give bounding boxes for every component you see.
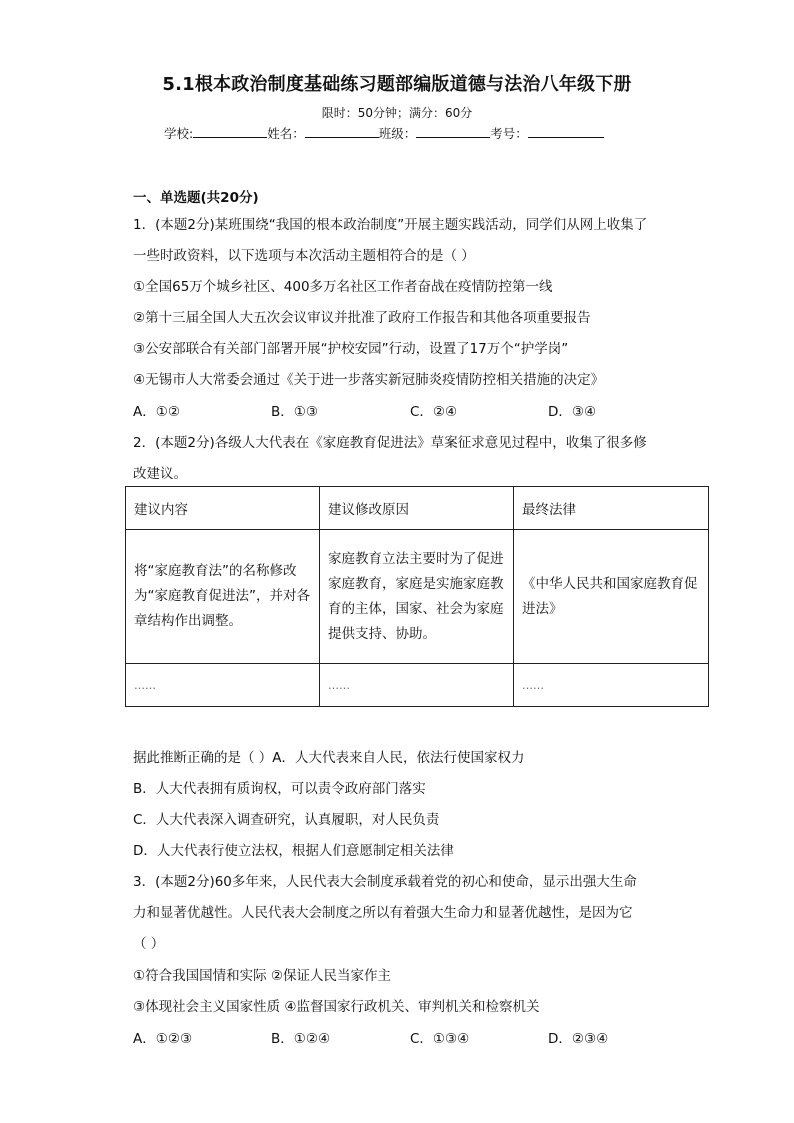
table-cell: 家庭教育立法主要时为了促进家庭教育，家庭是实施家庭教育的主体，国家、社会为家庭提供支持、协助。: [320, 530, 514, 664]
table-cell: 将“家庭教育法”的名称修改为“家庭教育促进法”，并对各章结构作出调整。: [126, 530, 320, 664]
student-info-row: [164, 124, 604, 142]
section-heading: 一、单选题(共20分): [133, 190, 259, 206]
q2-stem-line2: 改建议。: [133, 466, 187, 482]
q1-option-b[interactable]: B．①③: [271, 404, 318, 420]
q1-item-4: ④无锡市人大常委会通过《关于进一步落实新冠肺炎疫情防控相关措施的决定》: [133, 372, 605, 388]
name-blank[interactable]: [305, 125, 379, 138]
q3-option-b[interactable]: B．①②④: [271, 1031, 331, 1047]
exam-no-blank[interactable]: [528, 125, 604, 138]
q1-option-d[interactable]: D．③④: [548, 404, 597, 420]
q2-option-b[interactable]: B．人大代表拥有质询权，可以责令政府部门落实: [133, 781, 426, 797]
document-title: 5.1根本政治制度基础练习题部编版道德与法治八年级下册: [162, 74, 632, 95]
table-header-cell: 建议修改原因: [320, 487, 514, 530]
q3-stem-line1: 3．(本题2分)60多年来，人民代表大会制度承载着党的初心和使命，显示出强大生命: [133, 874, 637, 890]
class-blank[interactable]: [416, 125, 490, 138]
q2-option-d[interactable]: D．人大代表行使立法权，根据人们意愿制定相关法律: [133, 843, 454, 859]
q3-stem-line3: （ ）: [133, 936, 165, 952]
table-header-row: [126, 487, 709, 530]
table-cell: ……: [126, 664, 320, 707]
table-row: [126, 664, 709, 707]
table-header-cell: 最终法律: [514, 487, 709, 530]
school-blank[interactable]: [193, 125, 267, 138]
q2-after-table: 据此推断正确的是（ ）A．人大代表来自人民，依法行使国家权力: [133, 750, 525, 766]
exam-no-label: 考号：: [490, 126, 528, 141]
q1-stem-line2: 一些时政资料，以下选项与本次活动主题相符合的是（ ）: [133, 248, 475, 264]
school-label: 学校:: [164, 126, 194, 141]
q1-item-3: ③公安部联合有关部门部署开展“护校安园”行动，设置了17万个“护学岗”: [133, 341, 569, 357]
q3-items-line2: ③体现社会主义国家性质 ④监督国家行政机关、审判机关和检察机关: [133, 999, 540, 1015]
q3-option-a[interactable]: A．①②③: [133, 1031, 193, 1047]
table-row: [126, 530, 709, 664]
class-label: 班级：: [378, 126, 417, 141]
q2-option-c[interactable]: C．人大代表深入调查研究，认真履职，对人民负责: [133, 812, 440, 828]
q1-item-1: ①全国65万个城乡社区、400多万名社区工作者奋战在疫情防控第一线: [133, 279, 553, 295]
table-cell: 《中华人民共和国家庭教育促进法》: [514, 530, 709, 664]
q1-stem-line1: 1．(本题2分)某班围绕“我国的根本政治制度”开展主题实践活动，同学们从网上收集了: [133, 217, 648, 233]
time-score-limit: 限时：50分钟；满分：60分: [321, 106, 473, 120]
name-label: 姓名：: [267, 126, 305, 141]
q2-stem-line1: 2．(本题2分)各级人大代表在《家庭教育促进法》草案征求意见过程中，收集了很多修: [133, 435, 647, 451]
q1-option-a[interactable]: A．①②: [133, 404, 180, 420]
table-cell: ……: [320, 664, 514, 707]
q2-suggestion-table: [125, 486, 709, 707]
q1-option-c[interactable]: C．②④: [410, 404, 458, 420]
q3-items-line1: ①符合我国国情和实际 ②保证人民当家作主: [133, 968, 391, 984]
q3-option-d[interactable]: D．②③④: [548, 1031, 609, 1047]
q3-option-c[interactable]: C．①③④: [410, 1031, 470, 1047]
q3-stem-line2: 力和显著优越性。人民代表大会制度之所以有着强大生命力和显著优越性，是因为它: [133, 905, 633, 921]
table-header-cell: 建议内容: [126, 487, 320, 530]
q1-item-2: ②第十三届全国人大五次会议审议并批准了政府工作报告和其他各项重要报告: [133, 310, 591, 326]
table-cell: ……: [514, 664, 709, 707]
